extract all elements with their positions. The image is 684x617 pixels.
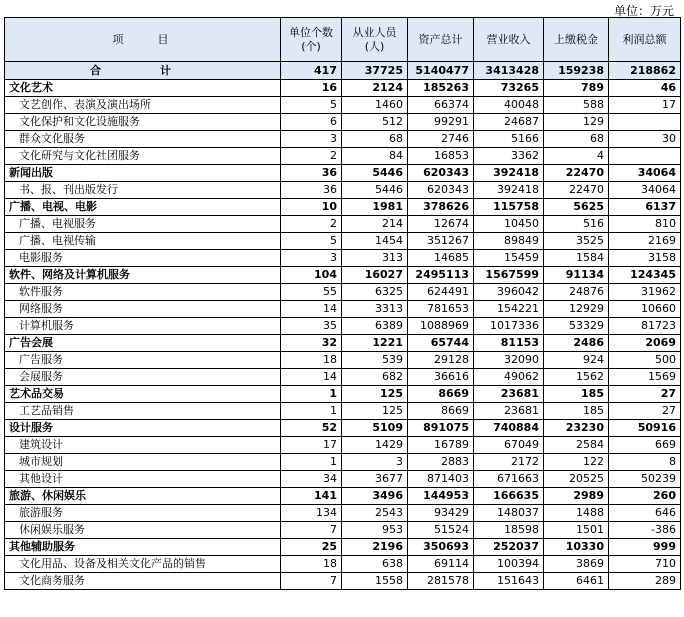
unit-count-cell: 134	[281, 505, 342, 522]
profit-cell: 710	[609, 556, 681, 573]
taxes-cell: 2989	[544, 488, 609, 505]
unit-count-cell: 2	[281, 148, 342, 165]
total-assets-cell: 781653	[408, 301, 474, 318]
subcategory-row	[5, 471, 681, 488]
row-name-cell: 广播、电视服务	[5, 216, 281, 233]
row-name-cell: 广告服务	[5, 352, 281, 369]
revenue-cell: 151643	[474, 573, 544, 590]
unit-count-cell: 1	[281, 386, 342, 403]
profit-cell: 31962	[609, 284, 681, 301]
profit-cell: 810	[609, 216, 681, 233]
row-name-cell: 书、报、刊出版发行	[5, 182, 281, 199]
row-name-cell: 休闲娱乐服务	[5, 522, 281, 539]
subcategory-row	[5, 284, 681, 301]
revenue-cell: 1567599	[474, 267, 544, 284]
profit-cell: 124345	[609, 267, 681, 284]
taxes-cell: 5625	[544, 199, 609, 216]
revenue-cell: 154221	[474, 301, 544, 318]
header-profit: 利润总额	[609, 18, 681, 62]
revenue-cell: 40048	[474, 97, 544, 114]
unit-count-cell: 2	[281, 216, 342, 233]
employees-cell: 3677	[342, 471, 408, 488]
employees-cell: 1460	[342, 97, 408, 114]
employees-cell: 953	[342, 522, 408, 539]
unit-count-cell: 141	[281, 488, 342, 505]
subcategory-row	[5, 556, 681, 573]
row-name-cell: 广告会展	[5, 335, 281, 352]
total-assets-cell: 51524	[408, 522, 474, 539]
total-assets-cell: 16853	[408, 148, 474, 165]
revenue-cell: 2172	[474, 454, 544, 471]
total-assets-cell: 620343	[408, 165, 474, 182]
total-assets-cell: 16789	[408, 437, 474, 454]
unit-count-cell: 18	[281, 556, 342, 573]
unit-count-cell: 5	[281, 97, 342, 114]
subcategory-row	[5, 522, 681, 539]
employees-cell: 5446	[342, 182, 408, 199]
subcategory-row	[5, 573, 681, 590]
unit-count-cell: 417	[281, 62, 342, 80]
employees-cell: 6389	[342, 318, 408, 335]
unit-count-cell: 52	[281, 420, 342, 437]
taxes-cell: 1488	[544, 505, 609, 522]
employees-cell: 5446	[342, 165, 408, 182]
profit-cell: 17	[609, 97, 681, 114]
profit-cell: 260	[609, 488, 681, 505]
taxes-cell: 22470	[544, 165, 609, 182]
category-row	[5, 80, 681, 97]
unit-count-cell: 10	[281, 199, 342, 216]
revenue-cell: 671663	[474, 471, 544, 488]
row-name-cell: 文化艺术	[5, 80, 281, 97]
unit-count-cell: 35	[281, 318, 342, 335]
taxes-cell: 3525	[544, 233, 609, 250]
row-name-cell: 软件、网络及计算机服务	[5, 267, 281, 284]
unit-count-cell: 7	[281, 573, 342, 590]
total-assets-cell: 281578	[408, 573, 474, 590]
unit-count-cell: 25	[281, 539, 342, 556]
total-assets-cell: 871403	[408, 471, 474, 488]
unit-count-cell: 6	[281, 114, 342, 131]
employees-cell: 1221	[342, 335, 408, 352]
total-assets-cell: 5140477	[408, 62, 474, 80]
row-name-cell: 计算机服务	[5, 318, 281, 335]
subcategory-row	[5, 250, 681, 267]
row-name-cell: 会展服务	[5, 369, 281, 386]
profit-cell: 46	[609, 80, 681, 97]
row-name-cell: 其他设计	[5, 471, 281, 488]
total-assets-cell: 2495113	[408, 267, 474, 284]
subcategory-row	[5, 301, 681, 318]
subcategory-row	[5, 233, 681, 250]
subcategory-row	[5, 318, 681, 335]
unit-count-cell: 1	[281, 403, 342, 420]
total-assets-cell: 378626	[408, 199, 474, 216]
total-assets-cell: 620343	[408, 182, 474, 199]
header-revenue: 营业收入	[474, 18, 544, 62]
subcategory-row	[5, 352, 681, 369]
profit-cell: 30	[609, 131, 681, 148]
row-name-cell: 文化保护和文化设施服务	[5, 114, 281, 131]
taxes-cell: 12929	[544, 301, 609, 318]
profit-cell: 8	[609, 454, 681, 471]
taxes-cell: 10330	[544, 539, 609, 556]
revenue-cell: 73265	[474, 80, 544, 97]
subcategory-row	[5, 216, 681, 233]
row-name-cell: 工艺品销售	[5, 403, 281, 420]
taxes-cell: 68	[544, 131, 609, 148]
total-assets-cell: 1088969	[408, 318, 474, 335]
category-row	[5, 199, 681, 216]
employees-cell: 1454	[342, 233, 408, 250]
unit-count-cell: 7	[281, 522, 342, 539]
profit-cell: 27	[609, 403, 681, 420]
profit-cell	[609, 148, 681, 165]
subcategory-row	[5, 114, 681, 131]
revenue-cell: 67049	[474, 437, 544, 454]
unit-count-cell: 14	[281, 301, 342, 318]
taxes-cell: 6461	[544, 573, 609, 590]
taxes-cell: 20525	[544, 471, 609, 488]
profit-cell: 3158	[609, 250, 681, 267]
total-assets-cell: 65744	[408, 335, 474, 352]
profit-cell: 27	[609, 386, 681, 403]
taxes-cell: 4	[544, 148, 609, 165]
unit-count-cell: 17	[281, 437, 342, 454]
taxes-cell: 3869	[544, 556, 609, 573]
subcategory-row	[5, 131, 681, 148]
row-name-cell: 网络服务	[5, 301, 281, 318]
row-name-cell: 文化用品、设备及相关文化产品的销售	[5, 556, 281, 573]
revenue-cell: 396042	[474, 284, 544, 301]
profit-cell: -386	[609, 522, 681, 539]
unit-count-cell: 5	[281, 233, 342, 250]
employees-cell: 3	[342, 454, 408, 471]
profit-cell: 10660	[609, 301, 681, 318]
revenue-cell: 23681	[474, 403, 544, 420]
total-row	[5, 62, 681, 80]
row-name-cell: 广播、电视传输	[5, 233, 281, 250]
employees-cell: 3496	[342, 488, 408, 505]
taxes-cell: 159238	[544, 62, 609, 80]
total-assets-cell: 624491	[408, 284, 474, 301]
taxes-cell: 185	[544, 403, 609, 420]
header-item: 项 目	[5, 18, 281, 62]
profit-cell: 6137	[609, 199, 681, 216]
employees-cell: 214	[342, 216, 408, 233]
employees-cell: 16027	[342, 267, 408, 284]
profit-cell: 34064	[609, 165, 681, 182]
unit-count-cell: 104	[281, 267, 342, 284]
taxes-cell: 516	[544, 216, 609, 233]
statistics-table	[4, 17, 681, 590]
category-row	[5, 488, 681, 505]
unit-label: 单位：万元	[613, 4, 674, 18]
employees-cell: 512	[342, 114, 408, 131]
taxes-cell: 2584	[544, 437, 609, 454]
taxes-cell: 129	[544, 114, 609, 131]
header-employees: 从业人员 (人)	[342, 18, 408, 62]
row-name-cell: 文化商务服务	[5, 573, 281, 590]
subcategory-row	[5, 148, 681, 165]
employees-cell: 125	[342, 403, 408, 420]
row-name-cell: 文化研究与文化社团服务	[5, 148, 281, 165]
taxes-cell: 1562	[544, 369, 609, 386]
profit-cell: 289	[609, 573, 681, 590]
unit-count-cell: 3	[281, 250, 342, 267]
total-assets-cell: 66374	[408, 97, 474, 114]
subcategory-row	[5, 505, 681, 522]
employees-cell: 6325	[342, 284, 408, 301]
revenue-cell: 3362	[474, 148, 544, 165]
row-name-cell: 新闻出版	[5, 165, 281, 182]
row-name-cell: 建筑设计	[5, 437, 281, 454]
revenue-cell: 49062	[474, 369, 544, 386]
category-row	[5, 335, 681, 352]
employees-cell: 1558	[342, 573, 408, 590]
revenue-cell: 89849	[474, 233, 544, 250]
total-assets-cell: 29128	[408, 352, 474, 369]
unit-count-cell: 32	[281, 335, 342, 352]
revenue-cell: 392418	[474, 165, 544, 182]
row-name-cell: 广播、电视、电影	[5, 199, 281, 216]
employees-cell: 5109	[342, 420, 408, 437]
revenue-cell: 24687	[474, 114, 544, 131]
revenue-cell: 100394	[474, 556, 544, 573]
row-name-cell: 群众文化服务	[5, 131, 281, 148]
revenue-cell: 5166	[474, 131, 544, 148]
total-assets-cell: 36616	[408, 369, 474, 386]
taxes-cell: 789	[544, 80, 609, 97]
taxes-cell: 23230	[544, 420, 609, 437]
taxes-cell: 588	[544, 97, 609, 114]
category-row	[5, 165, 681, 182]
unit-count-cell: 36	[281, 182, 342, 199]
total-assets-cell: 185263	[408, 80, 474, 97]
category-row	[5, 267, 681, 284]
unit-count-cell: 18	[281, 352, 342, 369]
total-assets-cell: 144953	[408, 488, 474, 505]
profit-cell: 2069	[609, 335, 681, 352]
employees-cell: 539	[342, 352, 408, 369]
employees-cell: 682	[342, 369, 408, 386]
header-unit-count: 单位个数 (个)	[281, 18, 342, 62]
employees-cell: 313	[342, 250, 408, 267]
revenue-cell: 252037	[474, 539, 544, 556]
total-assets-cell: 351267	[408, 233, 474, 250]
row-name-cell: 艺术品交易	[5, 386, 281, 403]
total-assets-cell: 2883	[408, 454, 474, 471]
taxes-cell: 22470	[544, 182, 609, 199]
total-assets-cell: 14685	[408, 250, 474, 267]
revenue-cell: 18598	[474, 522, 544, 539]
subcategory-row	[5, 454, 681, 471]
employees-cell: 1981	[342, 199, 408, 216]
total-assets-cell: 93429	[408, 505, 474, 522]
revenue-cell: 148037	[474, 505, 544, 522]
row-name-cell: 旅游、休闲娱乐	[5, 488, 281, 505]
total-assets-cell: 99291	[408, 114, 474, 131]
total-assets-cell: 8669	[408, 386, 474, 403]
revenue-cell: 115758	[474, 199, 544, 216]
profit-cell	[609, 114, 681, 131]
profit-cell: 500	[609, 352, 681, 369]
employees-cell: 2196	[342, 539, 408, 556]
employees-cell: 84	[342, 148, 408, 165]
row-name-cell: 城市规划	[5, 454, 281, 471]
employees-cell: 3313	[342, 301, 408, 318]
total-assets-cell: 12674	[408, 216, 474, 233]
revenue-cell: 166635	[474, 488, 544, 505]
unit-count-cell: 34	[281, 471, 342, 488]
row-name-cell: 合 计	[5, 62, 281, 80]
taxes-cell: 122	[544, 454, 609, 471]
unit-count-cell: 16	[281, 80, 342, 97]
revenue-cell: 3413428	[474, 62, 544, 80]
taxes-cell: 24876	[544, 284, 609, 301]
subcategory-row	[5, 97, 681, 114]
total-assets-cell: 350693	[408, 539, 474, 556]
row-name-cell: 其他辅助服务	[5, 539, 281, 556]
profit-cell: 999	[609, 539, 681, 556]
taxes-cell: 1584	[544, 250, 609, 267]
row-name-cell: 电影服务	[5, 250, 281, 267]
total-assets-cell: 69114	[408, 556, 474, 573]
profit-cell: 1569	[609, 369, 681, 386]
employees-cell: 2543	[342, 505, 408, 522]
revenue-cell: 15459	[474, 250, 544, 267]
profit-cell: 50239	[609, 471, 681, 488]
unit-count-cell: 3	[281, 131, 342, 148]
total-assets-cell: 891075	[408, 420, 474, 437]
row-name-cell: 软件服务	[5, 284, 281, 301]
revenue-cell: 81153	[474, 335, 544, 352]
table-body	[5, 62, 681, 590]
row-name-cell: 旅游服务	[5, 505, 281, 522]
header-total-assets: 资产总计	[408, 18, 474, 62]
revenue-cell: 10450	[474, 216, 544, 233]
revenue-cell: 32090	[474, 352, 544, 369]
employees-cell: 125	[342, 386, 408, 403]
profit-cell: 81723	[609, 318, 681, 335]
total-assets-cell: 2746	[408, 131, 474, 148]
profit-cell: 2169	[609, 233, 681, 250]
unit-count-cell: 55	[281, 284, 342, 301]
taxes-cell: 2486	[544, 335, 609, 352]
category-row	[5, 420, 681, 437]
taxes-cell: 924	[544, 352, 609, 369]
profit-cell: 218862	[609, 62, 681, 80]
unit-count-cell: 1	[281, 454, 342, 471]
employees-cell: 68	[342, 131, 408, 148]
taxes-cell: 1501	[544, 522, 609, 539]
header-row	[5, 18, 681, 62]
profit-cell: 669	[609, 437, 681, 454]
employees-cell: 37725	[342, 62, 408, 80]
employees-cell: 1429	[342, 437, 408, 454]
revenue-cell: 1017336	[474, 318, 544, 335]
unit-count-cell: 36	[281, 165, 342, 182]
revenue-cell: 23681	[474, 386, 544, 403]
taxes-cell: 91134	[544, 267, 609, 284]
subcategory-row	[5, 182, 681, 199]
revenue-cell: 392418	[474, 182, 544, 199]
profit-cell: 34064	[609, 182, 681, 199]
row-name-cell: 文艺创作、表演及演出场所	[5, 97, 281, 114]
taxes-cell: 53329	[544, 318, 609, 335]
taxes-cell: 185	[544, 386, 609, 403]
revenue-cell: 740884	[474, 420, 544, 437]
employees-cell: 638	[342, 556, 408, 573]
subcategory-row	[5, 403, 681, 420]
header-taxes: 上缴税金	[544, 18, 609, 62]
row-name-cell: 设计服务	[5, 420, 281, 437]
subcategory-row	[5, 369, 681, 386]
employees-cell: 2124	[342, 80, 408, 97]
profit-cell: 50916	[609, 420, 681, 437]
profit-cell: 646	[609, 505, 681, 522]
unit-count-cell: 14	[281, 369, 342, 386]
total-assets-cell: 8669	[408, 403, 474, 420]
category-row	[5, 386, 681, 403]
subcategory-row	[5, 437, 681, 454]
category-row	[5, 539, 681, 556]
